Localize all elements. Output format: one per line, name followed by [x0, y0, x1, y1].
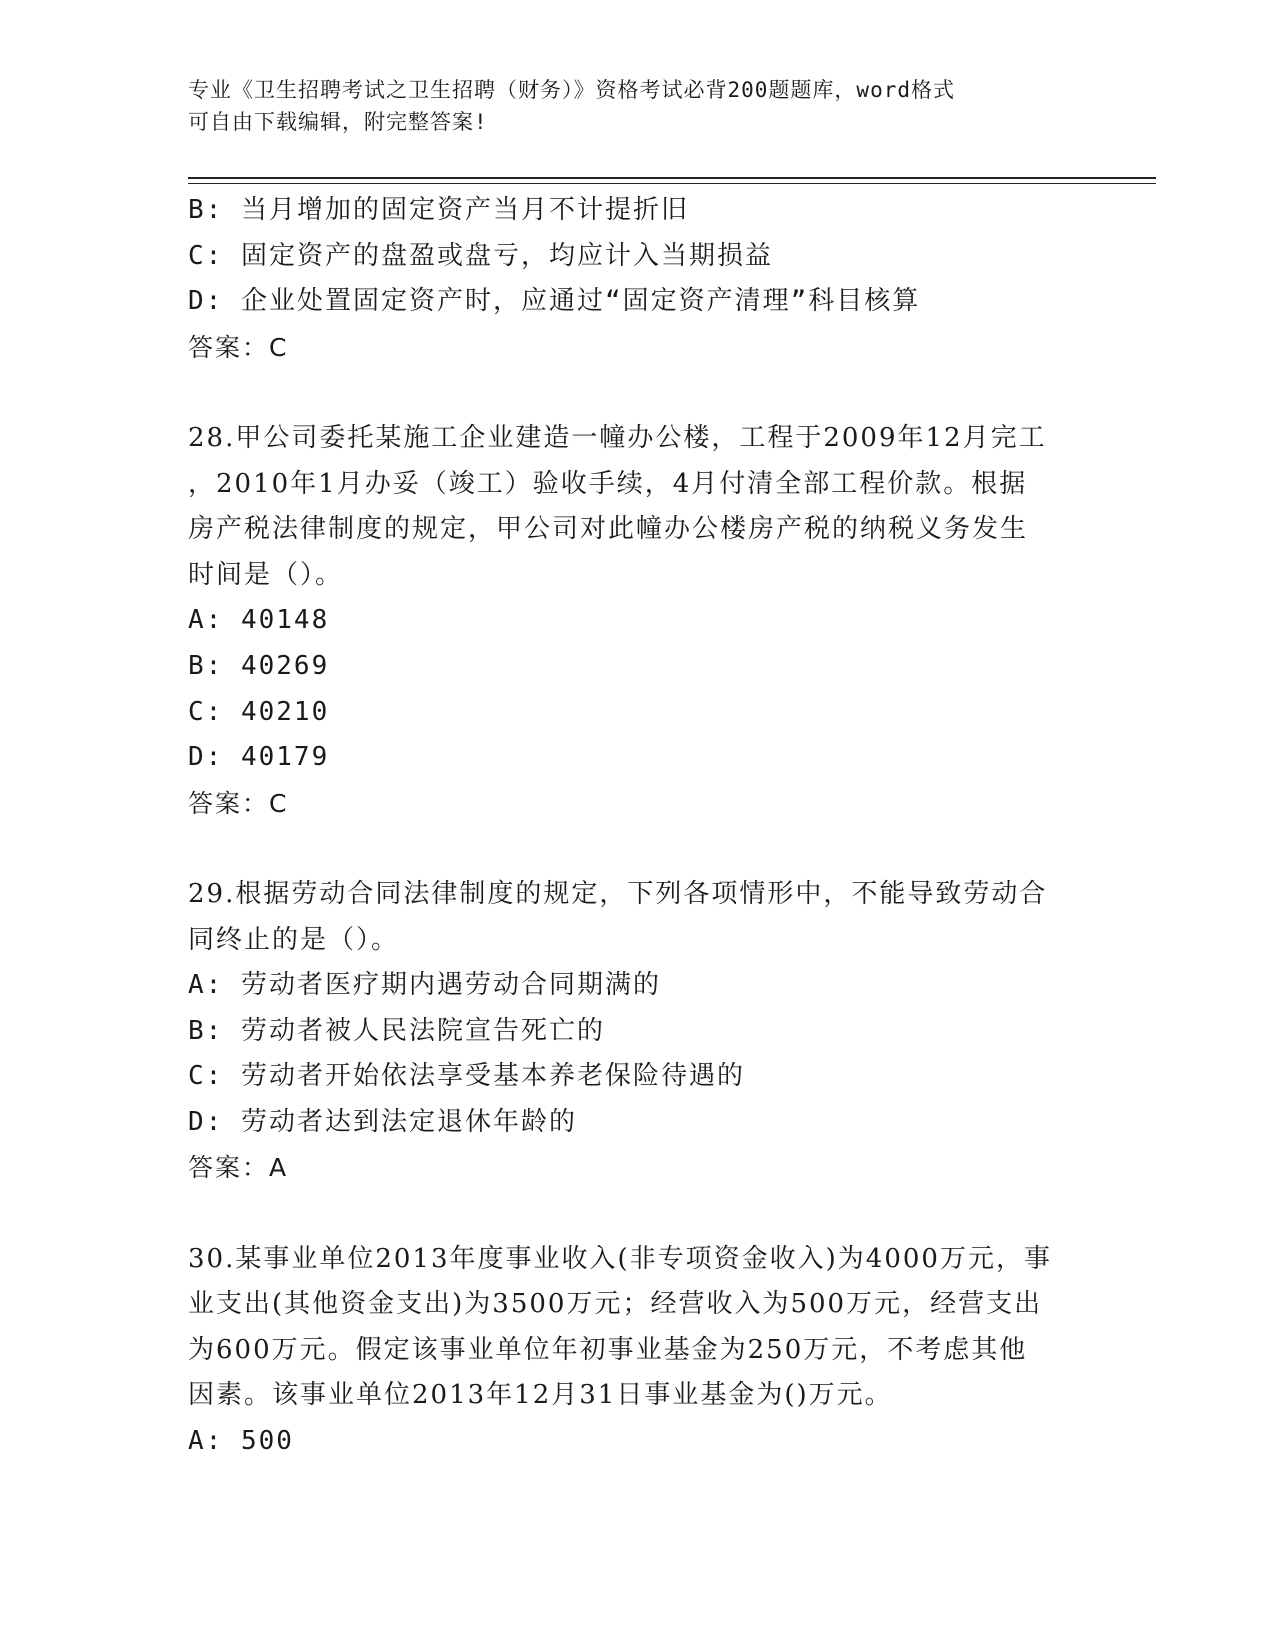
question-text-line: ，2010年1月办妥（竣工）验收手续，4月付清全部工程价款。根据 — [188, 468, 1028, 499]
option-b: B: 当月增加的固定资产当月不计提折旧 — [188, 195, 689, 225]
question-text-line: 因素。该事业单位2013年12月31日事业基金为()万元。 — [188, 1380, 893, 1411]
answer-line: 答案：C — [188, 332, 289, 362]
option-a: A: 500 — [188, 1426, 294, 1457]
question-text-line: 同终止的是（）。 — [188, 924, 400, 955]
header-divider-thick — [188, 177, 1156, 179]
option-c: C: 固定资产的盘盈或盘亏，均应计入当期损益 — [188, 240, 773, 271]
option-b: B: 劳动者被人民法院宣告死亡的 — [188, 1015, 605, 1046]
header-title-line-1: 专业《卫生招聘考试之卫生招聘（财务）》资格考试必背200题题库，word格式 — [188, 78, 955, 102]
page-header — [188, 74, 1088, 138]
option-b: B: 40269 — [188, 650, 330, 681]
question-28 — [188, 416, 1088, 826]
question-29 — [188, 872, 1088, 1191]
option-d: D: 劳动者达到法定退休年龄的 — [188, 1106, 577, 1137]
question-text-line: 29.根据劳动合同法律制度的规定，下列各项情形中，不能导致劳动合 — [188, 878, 1048, 909]
question-text-line: 为600万元。假定该事业单位年初事业基金为250万元，不考虑其他 — [188, 1334, 1028, 1365]
question-text-line: 时间是（）。 — [188, 559, 344, 590]
option-a: A: 40148 — [188, 605, 330, 636]
question-content — [188, 188, 1088, 1465]
header-title-line-2: 可自由下载编辑，附完整答案! — [188, 110, 488, 134]
option-a: A: 劳动者医疗期内遇劳动合同期满的 — [188, 970, 661, 1001]
question-text-line: 房产税法律制度的规定，甲公司对此幢办公楼房产税的纳税义务发生 — [188, 514, 1029, 545]
answer-line: 答案：A — [188, 1153, 289, 1183]
header-divider-thin — [188, 183, 1156, 184]
option-d: D: 企业处置固定资产时，应通过“固定资产清理”科目核算 — [188, 286, 921, 317]
question-text-line: 30.某事业单位2013年度事业收入(非专项资金收入)为4000万元，事 — [188, 1243, 1052, 1274]
question-30 — [188, 1237, 1088, 1465]
question-text-line: 28.甲公司委托某施工企业建造一幢办公楼，工程于2009年12月完工 — [188, 422, 1047, 453]
option-c: C: 40210 — [188, 696, 330, 727]
option-c: C: 劳动者开始依法享受基本养老保险待遇的 — [188, 1061, 745, 1092]
question-27-tail — [188, 188, 1088, 370]
option-d: D: 40179 — [188, 742, 330, 773]
answer-line: 答案：C — [188, 788, 289, 818]
question-text-line: 业支出(其他资金支出)为3500万元；经营收入为500万元，经营支出 — [188, 1289, 1043, 1320]
